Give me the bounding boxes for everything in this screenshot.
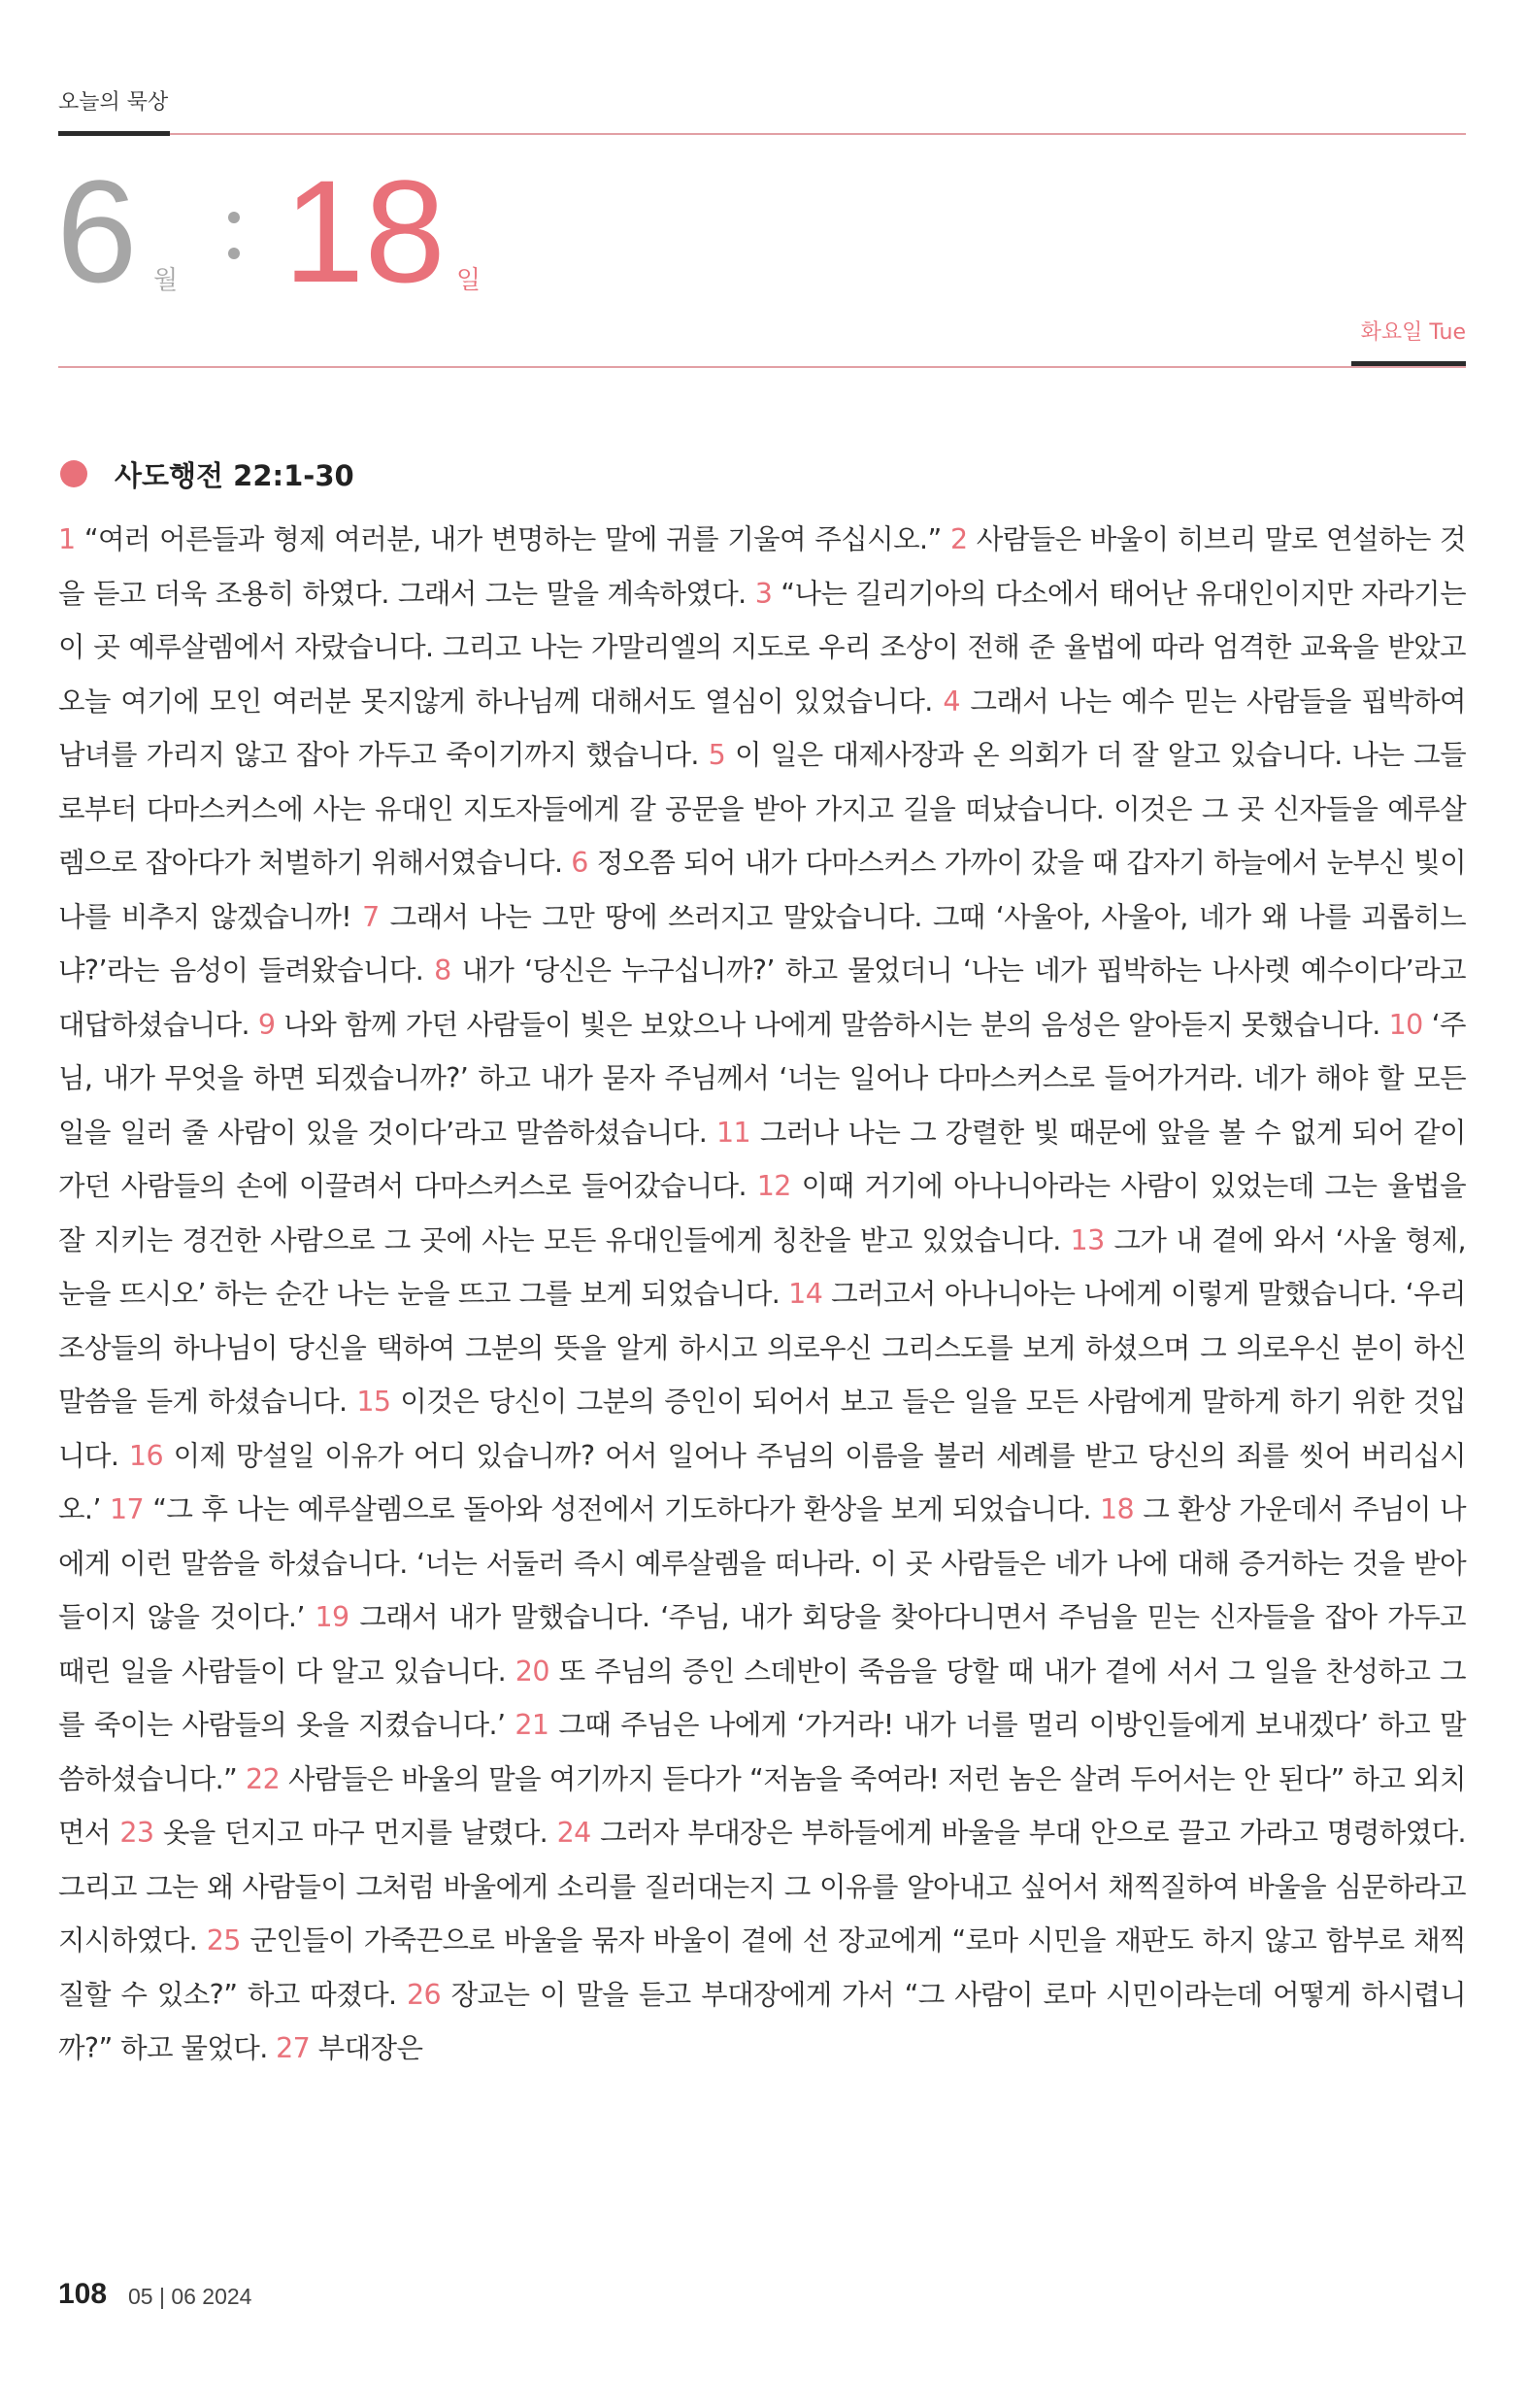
verse-text: 정오쯤 되어 내가 다마스커스 가까이 갔을 때 갑자기 하늘에서 눈부신 빛이 나를 비추지 않겠습니까! [58,847,1467,933]
verse-text: 이제 망설일 이유가 어디 있습니까? 어서 일어나 주님의 이름을 불러 세례를 받고 당신의 죄를 씻어 버리십시오.’ [58,1439,1466,1525]
verse-text: 그래서 내가 말했습니다. ‘주님, 내가 회당을 찾아다니면서 주님을 믿는 신자들을 잡아 가두고 때린 일을 사람들이 다 알고 있습니다. [58,1601,1466,1688]
verse-number: 18 [1099,1493,1135,1525]
verse-number: 27 [276,2032,311,2064]
verse-text: 이것은 당신이 그분의 증인이 되어서 보고 들은 일을 모든 사람에게 말하게 하기 위한 것입니다. [58,1386,1466,1472]
verse-text: 그때 주님은 나에게 ‘가거라! 내가 너를 멀리 이방인들에게 보내겠다’ 하고 말씀하셨습니다.” [58,1709,1466,1795]
top-divider-accent [58,131,170,136]
verse-number: 13 [1070,1223,1105,1256]
verse-text: ‘주님, 내가 무엇을 하면 되겠습니까?’ 하고 내가 묻자 주님께서 ‘너는 일어나 다마스커스로 들어가거라. 네가 해야 할 모든 일을 일러 줄 사람이 있을 것이다’라고 말씀하셨습니다. [58,1008,1466,1149]
verse-number: 10 [1388,1008,1423,1041]
verse-number: 9 [257,1008,276,1041]
verse-number: 12 [756,1170,791,1202]
page-number: 108 [58,2278,108,2310]
verse-text: “나는 길리기아의 다소에서 태어난 유대인이지만 자라기는 이 곳 예루살렘에서 자랐습니다. 그리고 나는 가말리엘의 지도로 우리 조상이 전해 준 율법에 따라 엄격한 교육을 받았고 오늘 여기에 모인 여러분 못지않게 하나님께 대해서도 열심이 있었습니다. [58,577,1467,718]
issue-label: 05 | 06 2024 [128,2284,252,2309]
date-divider [58,366,1466,368]
verse-text: 부대장은 [317,2032,423,2064]
verse-text: 그러고서 아나니아는 나에게 이렇게 말했습니다. ‘우리 조상들의 하나님이 당신을 택하여 그분의 뜻을 알게 하시고 의로우신 그리스도를 보게 하셨으며 그 의로우신 분이 하신 말씀을 듣게 하셨습니다. [58,1278,1466,1418]
verse-number: 22 [246,1762,281,1795]
verse-number: 14 [788,1278,823,1310]
verse-number: 21 [515,1709,549,1741]
colon-dot-top [228,212,240,223]
verse-text: 이 일은 대제사장과 온 의회가 더 잘 알고 있습니다. 나는 그들로부터 다마스커스에 사는 유대인 지도자들에게 갈 공문을 받아 가지고 길을 떠났습니다. 이것은 그 곳 신자들을 예루살렘으로 잡아다가 처벌하기 위해서였습니다. [58,739,1467,879]
verse-text: 나와 함께 가던 사람들이 빛은 보았으나 나에게 말씀하시는 분의 음성은 알아듣지 못했습니다. [283,1008,1380,1041]
verse-number: 23 [119,1817,154,1849]
verse-number: 6 [571,847,588,879]
verse-text: 그러자 부대장은 부하들에게 바울을 부대 안으로 끌고 가라고 명령하였다. 그리고 그는 왜 사람들이 그처럼 바울에게 소리를 질러대는지 그 이유를 알아내고 싶어서 채찍질하여 바울을 심문하라고 지시하였다. [58,1817,1466,1956]
scripture-text [58,513,1466,2076]
verse-number: 1 [58,523,76,555]
verse-text: 그 환상 가운데서 주님이 나에게 이런 말씀을 하셨습니다. ‘너는 서둘러 즉시 예루살렘을 떠나라. 이 곳 사람들은 네가 나에 대해 증거하는 것을 받아들이지 않을 것이다.’ [58,1493,1466,1633]
verse-number: 17 [110,1493,145,1525]
verse-number: 19 [315,1601,349,1633]
verse-number: 26 [407,1978,442,2011]
verse-number: 20 [515,1655,549,1688]
verse-number: 4 [943,685,960,718]
passage-reference: 사도행전 22:1-30 [115,459,354,492]
month-unit: 월 [153,266,179,295]
section-label: 오늘의 묵상 [58,90,169,115]
verse-text: 군인들이 가죽끈으로 바울을 묶자 바울이 곁에 선 장교에게 “로마 시민을 재판도 하지 않고 함부로 채찍질할 수 있소?” 하고 따졌다. [58,1924,1466,2011]
verse-text: 사람들은 바울이 히브리 말로 연설하는 것을 듣고 더욱 조용히 하였다. 그래서 그는 말을 계속하였다. [58,523,1466,610]
verse-text: 장교는 이 말을 듣고 부대장에게 가서 “그 사람이 로마 시민이라는데 어떻게 하시렵니까?” 하고 물었다. [58,1978,1466,2064]
verse-text: 그래서 나는 예수 믿는 사람들을 핍박하여 남녀를 가리지 않고 잡아 가두고 죽이기까지 했습니다. [58,685,1466,771]
verse-text: 내가 ‘당신은 누구십니까?’ 하고 물었더니 ‘나는 네가 핍박하는 나사렛 예수이다’라고 대답하셨습니다. [58,954,1466,1041]
verse-text: 이때 거기에 아나니아라는 사람이 있었는데 그는 율법을 잘 지키는 경건한 사람으로 그 곳에 사는 모든 유대인들에게 칭찬을 받고 있었습니다. [58,1170,1466,1256]
verse-text: 또 주님의 증인 스데반이 죽음을 당할 때 내가 곁에 서서 그 일을 찬성하고 그를 죽이는 사람들의 옷을 지켰습니다.’ [58,1655,1466,1741]
verse-number: 7 [362,900,380,933]
verse-text: “그 후 나는 예루살렘으로 돌아와 성전에서 기도하다가 환상을 보게 되었습니다. [152,1493,1091,1525]
verse-number: 24 [556,1817,591,1849]
bullet-dot-icon [60,460,87,487]
verse-number: 25 [206,1924,241,1956]
verse-number: 5 [708,739,726,771]
verse-text: 그래서 나는 그만 땅에 쓰러지고 말았습니다. 그때 ‘사울아, 사울아, 네가 왜 나를 괴롭히느냐?’라는 음성이 들려왔습니다. [58,900,1466,987]
top-divider [58,133,1466,135]
verse-text: 사람들은 바울의 말을 여기까지 듣다가 “저놈을 죽여라! 저런 놈은 살려 두어서는 안 된다” 하고 외치면서 [58,1762,1466,1849]
verse-number: 11 [715,1116,751,1149]
verse-number: 2 [949,523,968,555]
verse-text: 옷을 던지고 마구 먼지를 날렸다. [162,1817,548,1849]
verse-text: 그러나 나는 그 강렬한 빛 때문에 앞을 볼 수 없게 되어 같이 가던 사람들의 손에 이끌려서 다마스커스로 들어갔습니다. [58,1116,1466,1202]
verse-number: 16 [128,1439,163,1472]
verse-number: 8 [434,954,451,987]
verse-text: 그가 내 곁에 와서 ‘사울 형제, 눈을 뜨시오’ 하는 순간 나는 눈을 뜨고 그를 보게 되었습니다. [58,1223,1466,1310]
verse-number: 3 [754,577,773,610]
month-number: 6 [56,150,138,313]
verse-text: “여러 어른들과 형제 여러분, 내가 변명하는 말에 귀를 기울여 주십시오.” [83,523,942,555]
colon-dot-bottom [228,248,240,259]
weekday-label: 화요일 Tue [1360,320,1466,345]
verse-number: 15 [356,1386,391,1418]
day-unit: 일 [456,266,482,295]
day-number: 18 [283,150,446,313]
